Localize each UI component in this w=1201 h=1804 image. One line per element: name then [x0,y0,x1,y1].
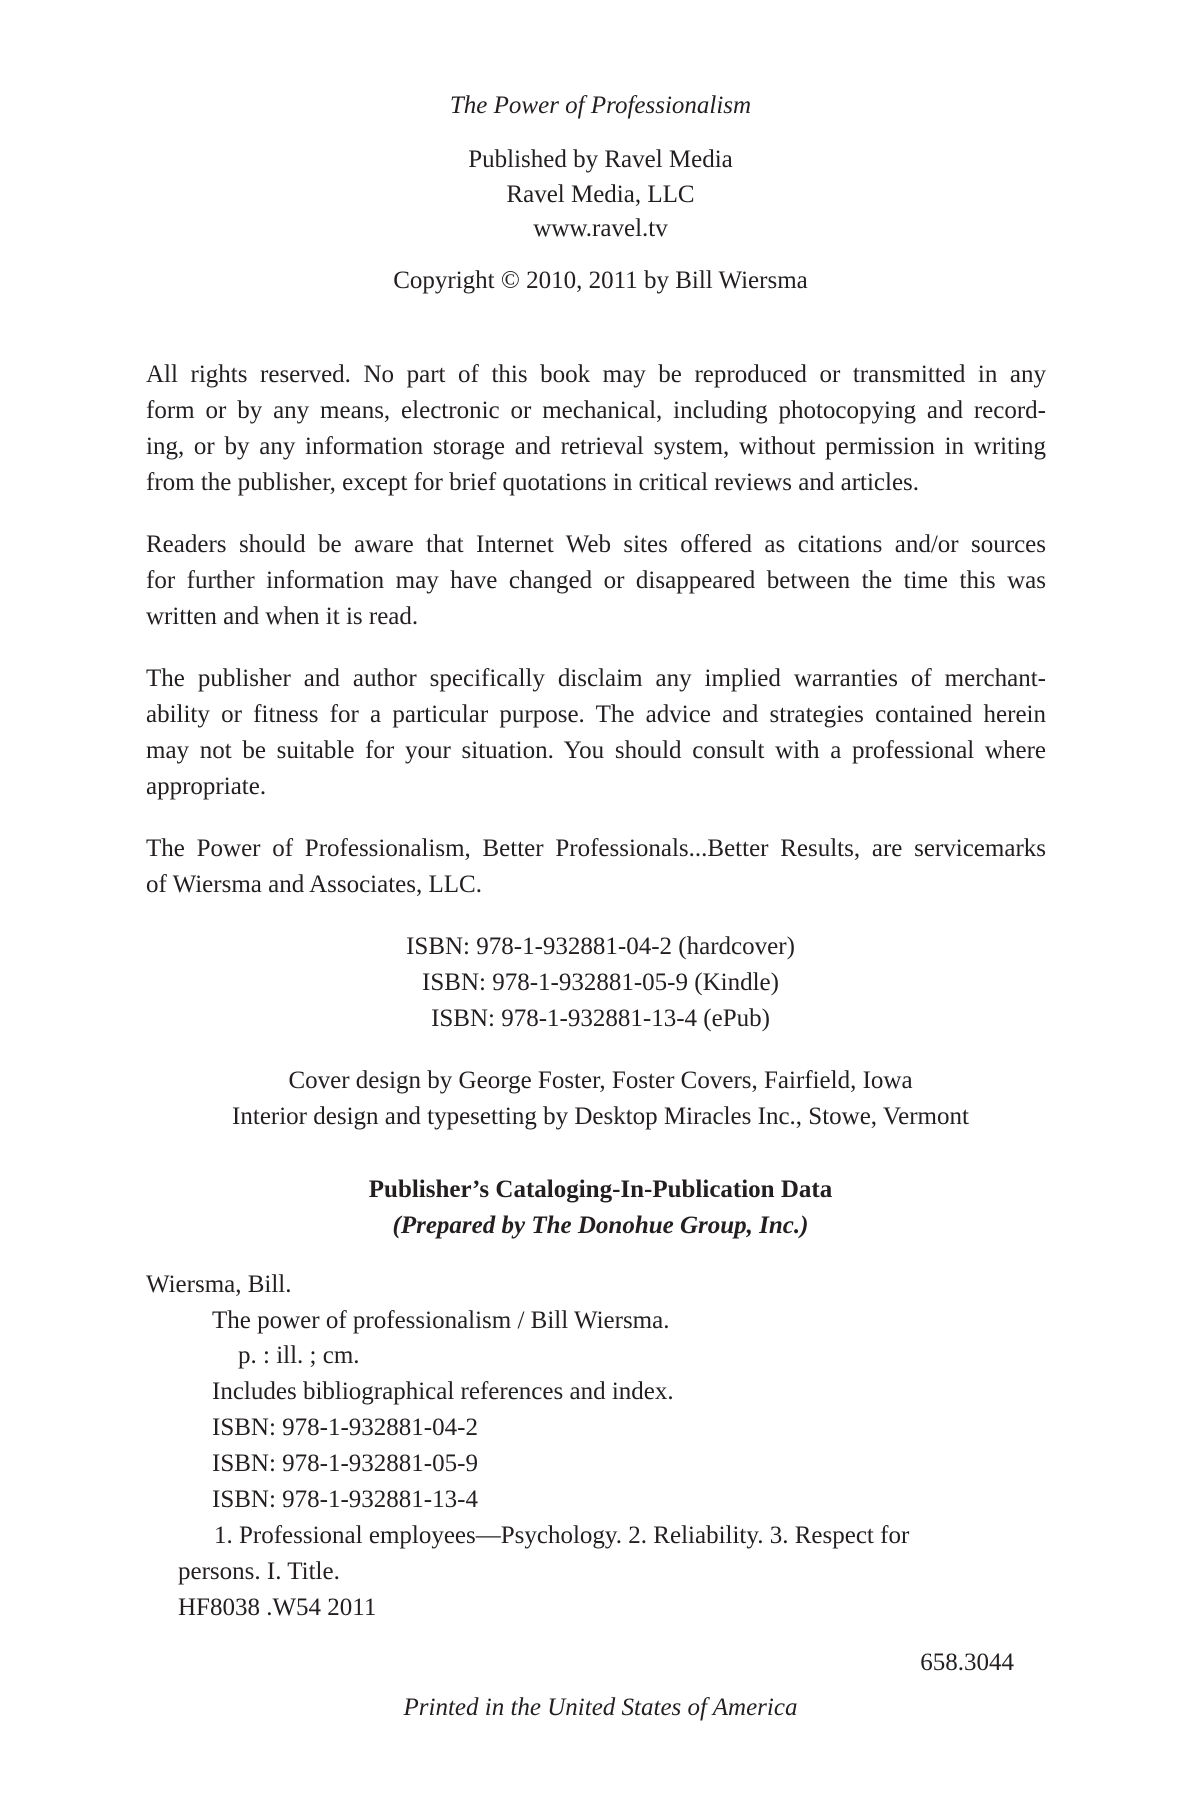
servicemarks-line-2: of Wiersma and Associates, LLC. [146,871,482,898]
disclaimer-line-4: appropriate. [146,773,267,800]
printed-line: Printed in the United States of America [403,1694,798,1721]
publisher-line-2: Ravel Media, LLC [506,181,695,208]
cip-subjects-line-2: persons. I. Title. [178,1558,340,1585]
cip-classification: HF8038 .W54 2011 [178,1594,377,1621]
servicemarks-paragraph [146,831,1046,903]
rights-line-2: form or by any means, electronic or mechanical, including photocopying and record- [146,397,1046,424]
internet-line-1: Readers should be aware that Internet Web sites offered as citations and/or sources [146,531,1046,558]
isbn-epub: ISBN: 978-1-932881-13-4 (ePub) [431,1005,770,1032]
disclaimer-paragraph [146,661,1046,805]
rights-line-3: ing, or by any information storage and retrieval system, without permission in writing [146,433,1046,460]
cip-physical: p. : ill. ; cm. [238,1342,360,1369]
disclaimer-line-1: The publisher and author specifically disclaim any implied warranties of merchant- [146,665,1046,692]
servicemarks-line-1: The Power of Professionalism, Better Professionals...Better Results, are servicemarks [146,835,1046,862]
disclaimer-line-3: may not be suitable for your situation. You should consult with a professional where [146,737,1046,764]
cip-dewey-number: 658.3044 [920,1649,1014,1676]
internet-line-2: for further information may have changed or disappeared between the time this was [146,567,1046,594]
publisher-website: www.ravel.tv [533,215,668,242]
cover-credit: Cover design by George Foster, Foster Covers, Fairfield, Iowa [288,1067,913,1094]
cip-subheading: (Prepared by The Donohue Group, Inc.) [392,1212,809,1239]
rights-line-1: All rights reserved. No part of this book may be reproduced or transmitted in any [146,361,1046,388]
isbn-hardcover: ISBN: 978-1-932881-04-2 (hardcover) [406,933,795,960]
rights-paragraph [146,357,1046,501]
cip-isbn-3: ISBN: 978-1-932881-13-4 [212,1486,478,1513]
disclaimer-line-2: ability or fitness for a particular purpose. The advice and strategies contained herein [146,701,1046,728]
internet-paragraph [146,527,1046,635]
cip-isbn-1: ISBN: 978-1-932881-04-2 [212,1414,478,1441]
cip-isbn-2: ISBN: 978-1-932881-05-9 [212,1450,478,1477]
copyright-line: Copyright © 2010, 2011 by Bill Wiersma [393,267,808,294]
interior-credit: Interior design and typesetting by Desktop Miracles Inc., Stowe, Vermont [232,1103,969,1130]
isbn-kindle: ISBN: 978-1-932881-05-9 (Kindle) [422,969,779,996]
publisher-line-1: Published by Ravel Media [468,146,733,173]
cip-author: Wiersma, Bill. [146,1271,292,1298]
internet-line-3: written and when it is read. [146,603,419,630]
cip-subjects-line-1: 1. Professional employees—Psychology. 2. Reliability. 3. Respect for [214,1522,910,1549]
book-title: The Power of Professionalism [449,92,752,119]
cip-notes: Includes bibliographical references and index. [212,1378,674,1405]
cip-heading: Publisher’s Cataloging-In-Publication Data [368,1176,833,1203]
rights-line-4: from the publisher, except for brief quotations in critical reviews and articles. [146,469,920,496]
cip-title-line: The power of professionalism / Bill Wiersma. [212,1307,670,1334]
